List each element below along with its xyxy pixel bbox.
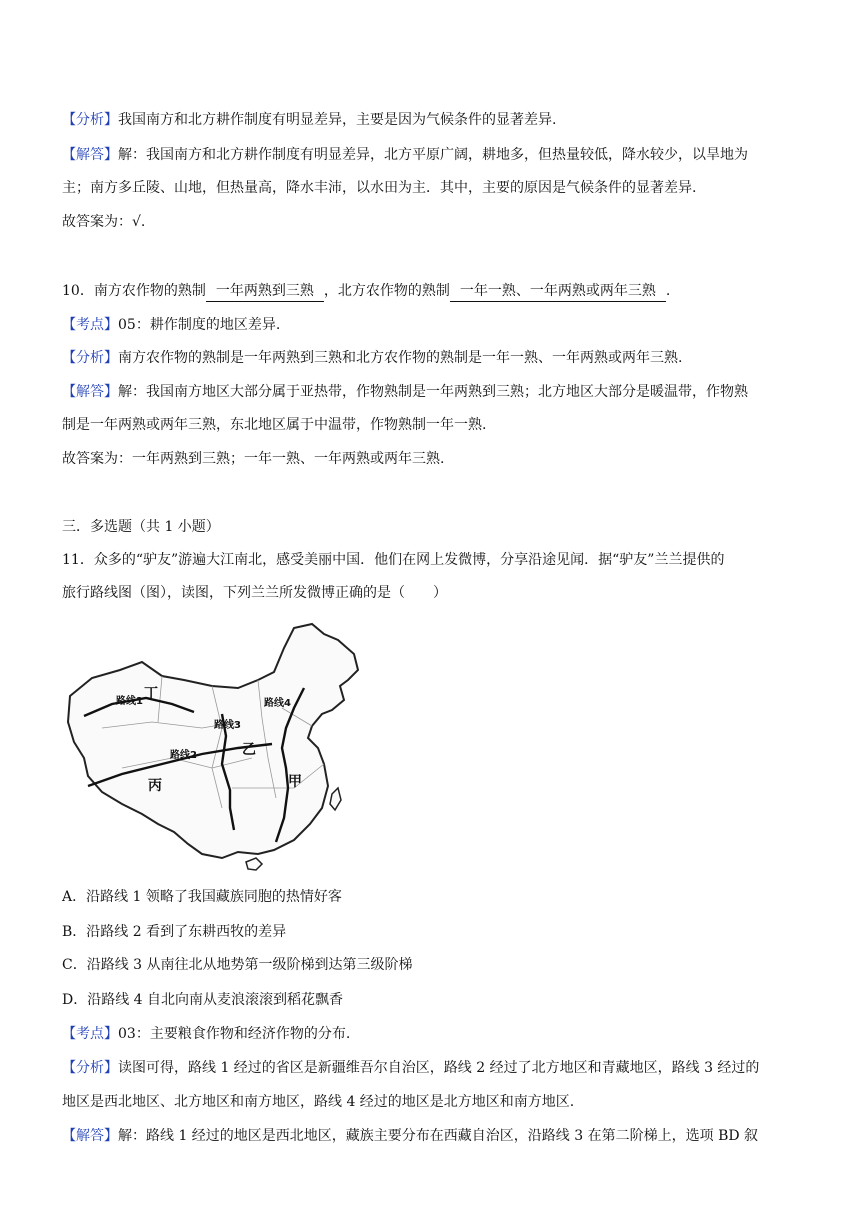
taiwan-island [330,788,341,810]
analysis-tag: 【分析】 [62,1060,118,1076]
answer-text: 解：我国南方和北方耕作制度有明显差异，北方平原广阔，耕地多，但热量较低，降水较少，以旱地为 [118,147,748,163]
stem-part: ，北方农作物的熟制 [323,283,450,299]
route-1-label: 路线1 [116,696,143,707]
q9-conclusion: 故答案为：√. [62,214,146,230]
answer-text: 解：路线 1 经过的地区是西北地区，藏族主要分布在西藏自治区，沿路线 3 在第二阶梯上，选项 BD 叙 [118,1128,759,1144]
analysis-text: 南方农作物的熟制是一年两熟到三熟和北方农作物的熟制是一年一熟、一年两熟或两年三熟. [118,350,683,366]
kaodian-text: 05：耕作制度的地区差异. [118,317,281,333]
q11-analysis-cont: 地区是西北地区、北方地区和南方地区，路线 4 经过的地区是北方地区和南方地区. [62,1094,575,1110]
route-2-label: 路线2 [170,750,197,761]
q11-analysis [62,1058,759,1078]
q10-answer [62,382,748,402]
point-ding: 丁 [144,686,158,702]
q10-answer-cont: 制是一年两熟或两年三熟，东北地区属于中温带，作物熟制一年一熟. [62,417,487,433]
kaodian-text: 03：主要粮食作物和经济作物的分布. [118,1026,351,1042]
analysis-tag: 【分析】 [62,112,118,128]
route-4-label: 路线4 [264,698,291,709]
route-3-label: 路线3 [214,720,241,731]
q11-kaodian [62,1024,350,1044]
answer-tag: 【解答】 [62,1128,118,1144]
q11-stem: 11．众多的“驴友”游遍大江南北，感受美丽中国．他们在网上发微博，分享沿途见闻．据“驴友”兰兰提供的 [62,552,725,568]
china-outline [68,624,358,858]
option-c: C．沿路线 3 从南往北从地势第一级阶梯到达第三级阶梯 [62,957,413,973]
q11-answer [62,1126,758,1146]
answer-blank-2: 一年一熟、一年两熟或两年三熟 [450,281,666,302]
answer-text: 解：我国南方地区大部分属于亚热带，作物熟制是一年两熟到三熟；北方地区大部分是暖温带，作物熟 [118,384,748,400]
answer-tag: 【解答】 [62,384,118,400]
q10-kaodian [62,315,280,335]
option-b: B．沿路线 2 看到了东耕西牧的差异 [62,924,287,940]
point-jia: 甲 [288,774,302,790]
analysis-text: 读图可得，路线 1 经过的省区是新疆维吾尔自治区，路线 2 经过了北方地区和青藏地区，路线 3 经过的 [118,1060,760,1076]
stem-part: 10．南方农作物的熟制 [62,283,206,299]
answer-blank-1: 一年两熟到三熟 [206,281,324,302]
q10-analysis [62,348,682,368]
hainan-island [246,858,262,870]
section-heading: 三．多选题（共 1 小题） [62,519,220,535]
route-map [62,618,362,874]
stem-part: . [665,283,671,299]
option-d: D．沿路线 4 自北向南从麦浪滚滚到稻花飘香 [62,992,344,1008]
china-route-map [62,618,362,874]
analysis-text: 我国南方和北方耕作制度有明显差异，主要是因为气候条件的显著差异. [118,112,557,128]
q10-conclusion: 故答案为：一年两熟到三熟；一年一熟、一年两熟或两年三熟. [62,451,445,467]
q10-stem [62,281,670,302]
q9-analysis [62,110,556,130]
option-a: A．沿路线 1 领略了我国藏族同胞的热情好客 [62,889,342,905]
q9-answer [62,145,748,165]
q9-answer-cont: 主；南方多丘陵、山地，但热量高，降水丰沛，以水田为主．其中，主要的原因是气候条件的显著差异. [62,180,697,196]
point-yi: 乙 [242,742,256,758]
point-bing: 丙 [148,778,162,794]
kaodian-tag: 【考点】 [62,317,118,333]
analysis-tag: 【分析】 [62,350,118,366]
q11-stem-cont: 旅行路线图（图），读图，下列兰兰所发微博正确的是（ ） [62,585,447,601]
answer-tag: 【解答】 [62,147,118,163]
kaodian-tag: 【考点】 [62,1026,118,1042]
